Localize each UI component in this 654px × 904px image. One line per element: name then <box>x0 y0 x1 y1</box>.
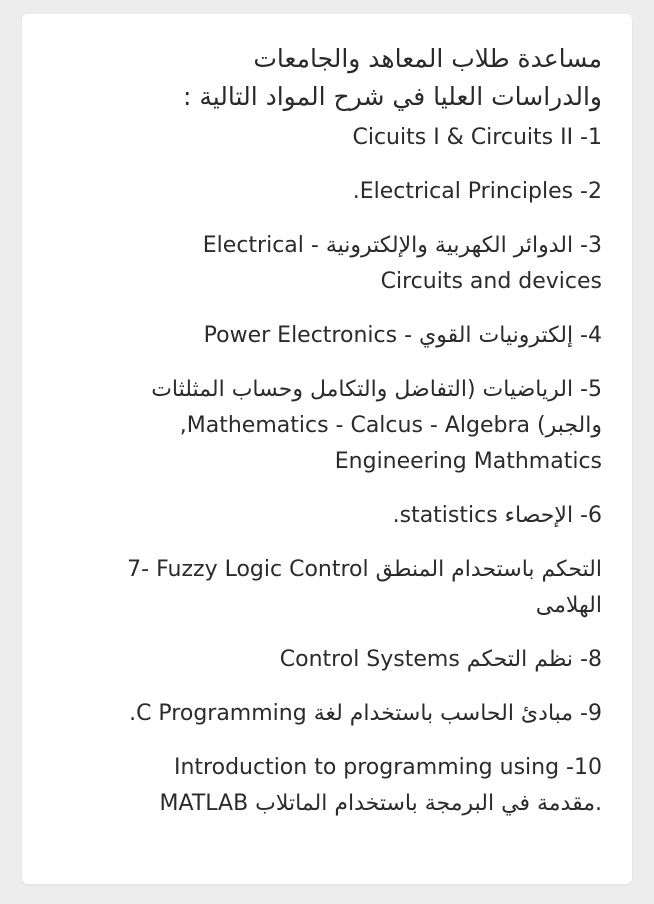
subject-item-7 <box>52 552 602 624</box>
subjects-list <box>52 120 602 822</box>
post-card <box>22 14 632 884</box>
subject-line: الهلامى <box>535 593 602 618</box>
subject-line: Engineering Mathmatics <box>334 449 602 474</box>
subject-line: 7- Fuzzy Logic Control التحكم باستحدام المنطق <box>127 557 602 582</box>
subject-item-9 <box>52 696 602 732</box>
subject-line: 4- إلكترونيات القوي - Power Electronics <box>203 323 602 348</box>
heading-line-2: والدراسات العليا في شرح المواد التالية : <box>182 82 602 111</box>
subject-line: 3- الدوائر الكهربية والإلكترونية - Electrical <box>202 233 602 258</box>
subject-line: 9- مبادئ الحاسب باستخدام لغة C Programming. <box>129 701 602 726</box>
subject-item-6 <box>52 498 602 534</box>
subject-line: 5- الرياضيات (التفاضل والتكامل وحساب المثلثات <box>151 377 602 402</box>
post-heading <box>52 40 602 116</box>
subject-line: Cicuits I & Circuits II -1 <box>352 125 602 150</box>
subject-item-5 <box>52 372 602 480</box>
subject-line: .Electrical Principles -2 <box>352 179 602 204</box>
subject-line: 8- نظم التحكم Control Systems <box>279 647 602 672</box>
subject-item-2 <box>52 174 602 210</box>
subject-item-10 <box>52 750 602 822</box>
subject-line: والجبر) Mathematics - Calcus - Algebra, <box>179 413 602 438</box>
post-content <box>52 40 602 840</box>
subject-line: Introduction to programming using -10 <box>173 755 602 780</box>
subject-item-4 <box>52 318 602 354</box>
subject-line: Circuits and devices <box>380 269 602 294</box>
subject-item-8 <box>52 642 602 678</box>
subject-line: 6- الإحصاء statistics. <box>392 503 602 528</box>
subject-item-1 <box>52 120 602 156</box>
subject-item-3 <box>52 228 602 300</box>
subject-line: MATLAB مقدمة في البرمجة باستخدام الماتلاب. <box>159 791 602 816</box>
heading-line-1: مساعدة طلاب المعاهد والجامعات <box>253 44 602 73</box>
